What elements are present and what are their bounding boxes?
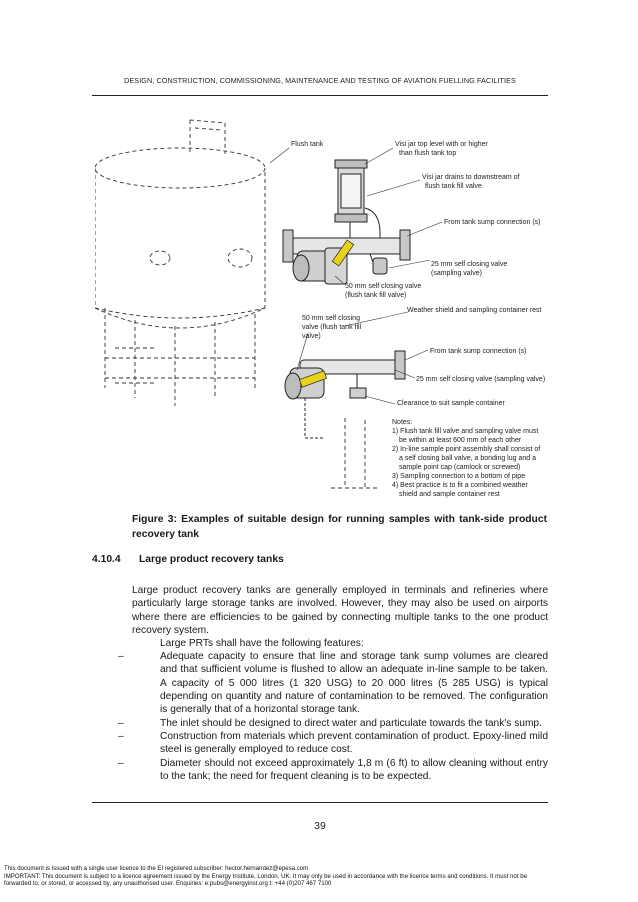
- header-rule: [92, 95, 548, 96]
- notice-line: forwarded to, or stored, or accessed by, any unauthorised user. Enquiries: e:pubs@energyinst.org t: +44 (0)207 467 7100: [4, 880, 332, 888]
- bullet-dash: –: [118, 731, 124, 742]
- page-number: 39: [314, 820, 326, 832]
- note-line: shield and sample container rest: [399, 491, 500, 498]
- bullet-dash: –: [118, 758, 124, 769]
- upper-pipe-assembly: [283, 160, 410, 284]
- section-number: 4.10.4: [92, 554, 121, 565]
- licence-notice: [4, 865, 636, 888]
- label-from-sump-lower: From tank sump connection (s): [430, 348, 527, 355]
- bullet-text: The inlet should be designed to direct water and particulate towards the tank's sump.: [160, 718, 542, 729]
- figure-diagram: [95, 108, 555, 500]
- note-line: sample point cap (camlock or screwed): [399, 464, 521, 471]
- note-line: 3) Sampling connection to a bottom of pipe: [392, 473, 526, 480]
- label-clearance: Clearance to suit sample container: [397, 400, 505, 407]
- intro-paragraph: Large product recovery tanks are generally employed in terminals and refineries where particularly large storage tanks are involved. However, they may also be used on airports where there are efficiencies to be gained by connecting multiple tanks to the one product recovery system.: [132, 585, 548, 636]
- label-sampling-valve-lower: 25 mm self closing valve (sampling valve): [416, 376, 546, 383]
- label-fill-valve-lower: 50 mm self closing: [302, 315, 360, 322]
- bullet-text: Construction from materials which prevent contamination of product. Epoxy-lined mild steel is generally employed to reduce cost.: [160, 731, 548, 756]
- label-fill-valve-lower-3: valve): [302, 333, 321, 340]
- notice-line: IMPORTANT: This document is subject to a licence agreement issued by the Energy Institute, London, UK. It may only be used in accordance with the licence terms and conditions. It must not be: [4, 872, 527, 880]
- note-line: Notes:: [392, 419, 413, 426]
- note-line: 4) Best practice is to fit a combined weather: [392, 482, 528, 489]
- bullet-dash: –: [118, 651, 124, 662]
- running-header: DESIGN, CONSTRUCTION, COMMISSIONING, MAINTENANCE AND TESTING OF AVIATION FUELLING FACILITIES: [124, 76, 516, 85]
- bullet-text: Adequate capacity to ensure that line and storage tank sump volumes are cleared and that sufficient volume is flushed to allow an adequate in-line sample to be taken. A capacity of 5 000 litres (1 320 USG) to 20 000 litres (5 285 USG) is typical depending on quantity and nature of contamination to be removed. The configuration is generally that of a horizontal storage tank.: [160, 651, 548, 716]
- lower-pipe-assembly: [285, 351, 405, 438]
- bullet-text: Diameter should not exceed approximately 1,8 m (6 ft) to allow cleaning without entry to the tank; the need for frequent cleaning is to be expected.: [160, 758, 548, 783]
- features-intro: Large PRTs shall have the following features:: [160, 638, 364, 649]
- note-line: be within at least 600 mm of each other: [399, 437, 522, 444]
- bullet-dash: –: [118, 718, 124, 729]
- label-weather-shield: Weather shield and sampling container rest: [407, 307, 542, 314]
- label-fill-valve-upper: 50 mm self closing valve: [345, 283, 422, 290]
- label-visi-jar-drains: Visi jar drains to downstream of: [422, 174, 520, 181]
- label-flush-tank: Flush tank: [291, 141, 324, 148]
- flush-tank-drawing: [95, 120, 379, 488]
- label-visi-jar-level: Visi jar top level with or higher: [395, 141, 488, 148]
- section-title: Large product recovery tanks: [139, 554, 284, 565]
- notice-line: This document is issued with a single user licence to the EI registered subscriber: hector.hernandez@epesa.com: [4, 865, 309, 872]
- label-visi-jar-drains-2: flush tank fill valve: [425, 183, 482, 190]
- label-fill-valve-lower-2: valve (flush tank fill: [302, 324, 362, 331]
- label-fill-valve-upper-2: (flush tank fill valve): [345, 292, 407, 299]
- label-from-sump-upper: From tank sump connection (s): [444, 219, 541, 226]
- note-line: 2) In-line sample point assembly shall consist of: [392, 446, 541, 453]
- footer-rule: [92, 802, 548, 803]
- figure-caption: Figure 3: Examples of suitable design for running samples with tank-side product recovery tank: [132, 514, 547, 540]
- note-line: a self closing ball valve, a bonding lug and a: [399, 455, 536, 462]
- label-sampling-valve-upper-2: (sampling valve): [431, 270, 482, 277]
- figure-notes: [392, 419, 540, 498]
- label-visi-jar-level-2: than flush tank top: [399, 150, 457, 157]
- note-line: 1) Flush tank fill valve and sampling valve must: [392, 428, 539, 435]
- label-sampling-valve-upper: 25 mm self closing valve: [431, 261, 508, 268]
